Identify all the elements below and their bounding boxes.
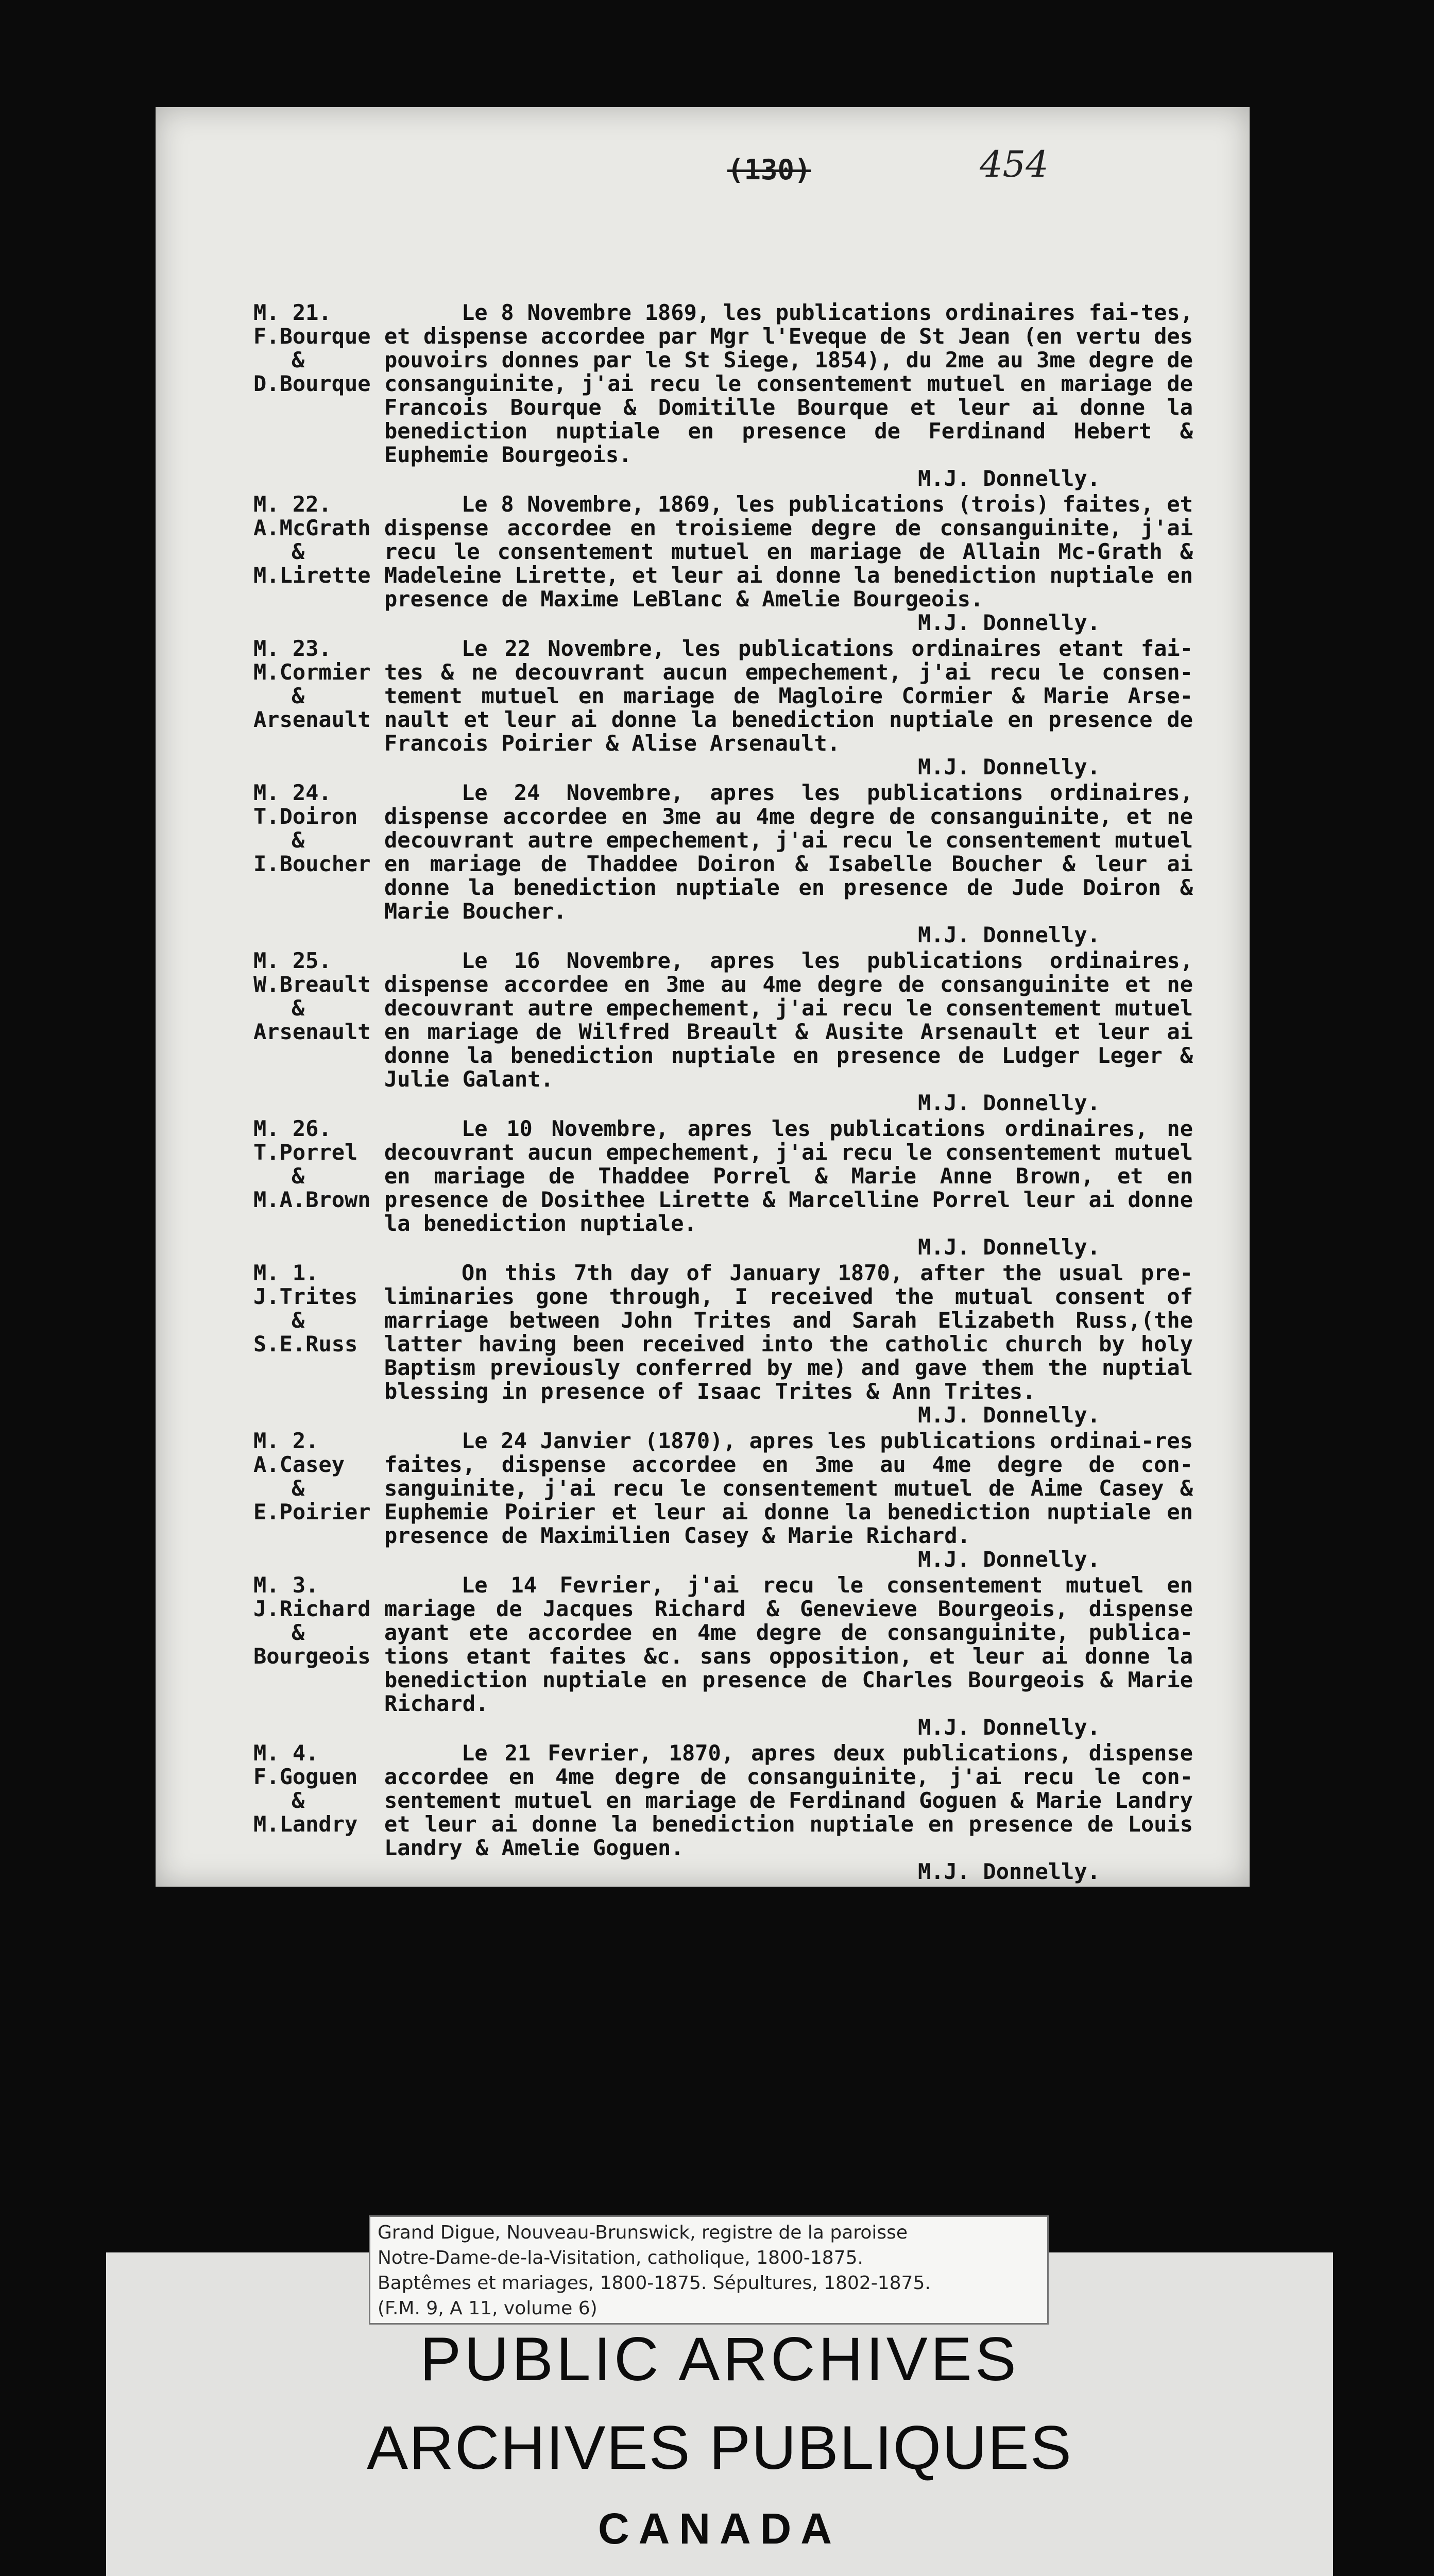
entry-signature: M.J. Donnelly.: [918, 1715, 1101, 1740]
entry-label-line: M.A.Brown: [253, 1187, 371, 1212]
entry-label-line: Bourgeois: [253, 1643, 371, 1669]
entry-label-line: &: [292, 827, 305, 853]
entry-label-line: M. 25.: [253, 948, 332, 973]
entry-label-line: J.Richard: [253, 1596, 371, 1621]
entry-margin-label: [253, 949, 382, 1044]
entry-label-line: M. 2.: [253, 1428, 319, 1453]
entry-signature: M.J. Donnelly.: [918, 1090, 1101, 1115]
entry-signature: M.J. Donnelly.: [918, 922, 1101, 947]
folio-number: (130): [727, 154, 811, 186]
entry-label-line: S.E.Russ: [253, 1331, 358, 1357]
marriage-entry: [253, 1741, 1232, 1884]
entry-signature: M.J. Donnelly.: [918, 1859, 1101, 1884]
entry-margin-label: [253, 1429, 382, 1524]
marriage-entry: [253, 1429, 1232, 1571]
entry-label-line: M. 1.: [253, 1260, 319, 1285]
archive-reference-note: [369, 2215, 1049, 2325]
archive-note-line: Baptêmes et mariages, 1800-1875. Sépultures, 1802-1875.: [378, 2273, 931, 2294]
entry-label-line: M. 24.: [253, 780, 332, 805]
entry-signature: M.J. Donnelly.: [918, 1234, 1101, 1260]
archive-note-line: Notre-Dame-de-la-Visitation, catholique, 1800-1875.: [378, 2247, 863, 2268]
archive-title-fr: ARCHIVES PUBLIQUES: [367, 2413, 1072, 2482]
entry-text: Le 8 Novembre 1869, les publications ordinaires fai-tes, et dispense accordee par Mgr l'Eveque de St Jean (en vertu des pouvoirs donnes par le St Siege, 1854), du 2me au 3me degre de consanguinite, j'ai recu le consentement mutuel en mariage de Francois Bourque & Domitille Bourque et leur ai donne la benediction nuptiale en presence de Ferdinand Hebert & Euphemie Bourgeois.: [384, 300, 1193, 467]
entry-label-line: &: [292, 1308, 305, 1333]
entry-label-line: &: [292, 1620, 305, 1645]
entry-label-line: M.Landry: [253, 1811, 358, 1837]
entry-label-line: M. 26.: [253, 1116, 332, 1141]
entry-label-line: &: [292, 1163, 305, 1189]
register-page: [156, 107, 1250, 1887]
entry-text: Le 8 Novembre, 1869, les publications (trois) faites, et dispense accordee en troisieme degre de consanguinite, j'ai recu le consentement mutuel en mariage de Allain Mc-Grath & Madeleine Lirette, et leur ai donne la benediction nuptiale en presence de Maxime LeBlanc & Amelie Bourgeois.: [384, 492, 1193, 612]
entry-margin-label: [253, 1261, 382, 1356]
entry-label-line: &: [292, 347, 305, 372]
entry-label-line: J.Trites: [253, 1284, 358, 1309]
entry-signature: M.J. Donnelly.: [918, 1402, 1101, 1428]
entry-signature: M.J. Donnelly.: [918, 1547, 1101, 1572]
entry-label-line: M. 21.: [253, 300, 332, 325]
entry-margin-label: [253, 1573, 382, 1668]
entry-label-line: M.Lirette: [253, 563, 371, 588]
entry-signature: M.J. Donnelly.: [918, 610, 1101, 635]
entry-label-line: I.Boucher: [253, 851, 371, 876]
entry-text: Le 14 Fevrier, j'ai recu le consentement mutuel en mariage de Jacques Richard & Genevieve Bourgeois, dispense ayant ete accordee en 4me degre de consanguinite, publica-tions etant faites &c. sans opposition, et leur ai donne la benediction nuptiale en presence de Charles Bourgeois & Marie Richard.: [384, 1572, 1193, 1716]
entry-text: Le 16 Novembre, apres les publications ordinaires, dispense accordee en 3me au 4me degre de consanguinite et ne decouvrant autre empechement, j'ai recu le consentement mutuel en mariage de Wilfred Breault & Ausite Arsenault et leur ai donne la benediction nuptiale en presence de Ludger Leger & Julie Galant.: [384, 948, 1193, 1092]
marriage-entry: [253, 1573, 1232, 1739]
entry-label-line: &: [292, 1476, 305, 1501]
entry-label-line: T.Doiron: [253, 804, 358, 829]
entry-label-line: M. 3.: [253, 1572, 319, 1598]
entry-label-line: W.Breault: [253, 972, 371, 997]
archive-title-en: PUBLIC ARCHIVES: [420, 2325, 1019, 2394]
entry-label-line: M. 23.: [253, 636, 332, 661]
entry-label-line: F.Goguen: [253, 1764, 358, 1789]
entry-signature: M.J. Donnelly.: [918, 466, 1101, 491]
entry-margin-label: [253, 301, 382, 396]
marriage-entry: [253, 1117, 1232, 1259]
entry-margin-label: [253, 1117, 382, 1212]
entry-text: Le 21 Fevrier, 1870, apres deux publications, dispense accordee en 4me degre de consanguinite, j'ai recu le con-sentement mutuel en mariage de Ferdinand Goguen & Marie Landry et leur ai donne la benediction nuptiale en presence de Louis Landry & Amelie Goguen.: [384, 1740, 1193, 1860]
handwritten-folio-number: 454: [980, 143, 1049, 185]
marriage-entry: [253, 493, 1232, 635]
marriage-entry: [253, 637, 1232, 779]
entry-label-line: M. 22.: [253, 492, 332, 517]
entry-label-line: &: [292, 539, 305, 564]
entry-label-line: A.McGrath: [253, 515, 371, 540]
entry-text: Le 10 Novembre, apres les publications ordinaires, ne decouvrant aucun empechement, j'ai recu le consentement mutuel en mariage de Thaddee Porrel & Marie Anne Brown, et en presence de Dosithee Lirette & Marcelline Porrel leur ai donne la benediction nuptiale.: [384, 1116, 1193, 1236]
archive-note-line: (F.M. 9, A 11, volume 6): [378, 2298, 598, 2319]
entry-label-line: A.Casey: [253, 1452, 345, 1477]
entry-label-line: D.Bourque: [253, 371, 371, 396]
entry-signature: M.J. Donnelly.: [918, 754, 1101, 779]
marriage-entry: [253, 301, 1232, 490]
marriage-entry: [253, 949, 1232, 1115]
marriage-entry: [253, 781, 1232, 947]
archive-note-line: Grand Digue, Nouveau-Brunswick, registre de la paroisse: [378, 2222, 908, 2243]
entry-text: On this 7th day of January 1870, after the usual pre-liminaries gone through, I received the mutual consent of marriage between John Trites and Sarah Elizabeth Russ,(the latter having been received into the catholic church by holy Baptism previously conferred by me) and gave them the nuptial blessing in presence of Isaac Trites & Ann Trites.: [384, 1260, 1193, 1404]
entry-text: Le 24 Novembre, apres les publications ordinaires, dispense accordee en 3me au 4me degre de consanguinite, et ne decouvrant autre empechement, j'ai recu le consentement mutuel en mariage de Thaddee Doiron & Isabelle Boucher & leur ai donne la benediction nuptiale en presence de Jude Doiron & Marie Boucher.: [384, 780, 1193, 924]
entry-text: Le 22 Novembre, les publications ordinaires etant fai-tes & ne decouvrant aucun empechement, j'ai recu le consen-tement mutuel en mariage de Magloire Cormier & Marie Arse-nault et leur ai donne la benediction nuptiale en presence de Francois Poirier & Alise Arsenault.: [384, 636, 1193, 756]
entry-label-line: T.Porrel: [253, 1140, 358, 1165]
entry-label-line: &: [292, 683, 305, 708]
entry-label-line: &: [292, 995, 305, 1021]
entry-text: Le 24 Janvier (1870), apres les publications ordinai-res faites, dispense accordee en 3me au 4me degre de con-sanguinite, j'ai recu le consentement mutuel de Aime Casey & Euphemie Poirier et leur ai donne la benediction nuptiale en presence de Maximilien Casey & Marie Richard.: [384, 1428, 1193, 1548]
archive-country: CANADA: [598, 2504, 841, 2553]
entry-margin-label: [253, 637, 382, 732]
entry-label-line: E.Poirier: [253, 1499, 371, 1524]
entry-label-line: M.Cormier: [253, 659, 371, 685]
entry-label-line: F.Bourque: [253, 324, 371, 349]
entry-label-line: &: [292, 1788, 305, 1813]
entry-margin-label: [253, 1741, 382, 1836]
entry-label-line: Arsenault: [253, 1019, 371, 1044]
entry-margin-label: [253, 781, 382, 876]
marriage-entries: [253, 301, 1232, 1886]
entry-label-line: M. 4.: [253, 1740, 319, 1766]
marriage-entry: [253, 1261, 1232, 1427]
entry-margin-label: [253, 493, 382, 587]
entry-label-line: Arsenault: [253, 707, 371, 732]
